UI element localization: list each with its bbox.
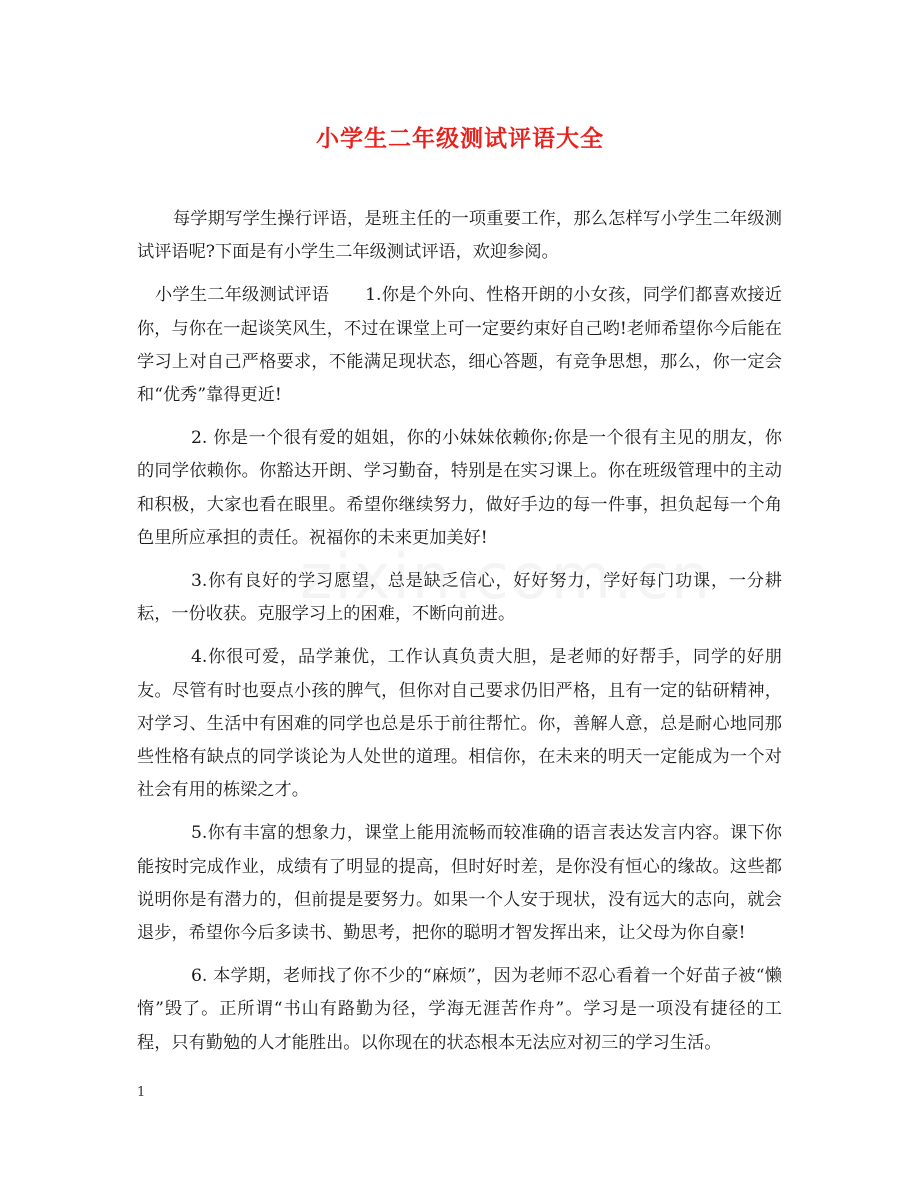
comment-item-5: 5.你有丰富的想象力，课堂上能用流畅而较准确的语言表达发言内容。课下你能按时完成作业，成绩有了明显的提高，但时好时差，是你没有恒心的缘故。这些都说明你是有潜力的，但前提是要努力。如果一个人安于现状，没有远大的志向，就会退步，希望你今后多读书、勤思考，把你的聪明才智发挥出来，让父母为你自豪!: [137, 823, 782, 944]
document-title: 小学生二年级测试评语大全: [316, 125, 604, 152]
section-heading: 小学生二年级测试评语: [155, 285, 330, 306]
comment-item-3: 3.你有良好的学习愿望，总是缺乏信心，好好努力，学好每门功课，一分耕耘，一份收获。克服学习上的困难，不断向前进。: [137, 571, 782, 625]
comment-item-4: 4.你很可爱，品学兼优，工作认真负责大胆，是老师的好帮手，同学的好朋友。尽管有时也耍点小孩的脾气，但你对自己要求仍旧严格，且有一定的钻研精神，对学习、生活中有困难的同学也总是乐于前往帮忙。你，善解人意，总是耐心地同那些性格有缺点的同学谈论为人处世的道理。相信你，在未来的明天一定能成为一个对社会有用的栋梁之才。: [137, 647, 782, 801]
page-number: 1: [137, 1085, 146, 1100]
section-paragraph-1: [137, 279, 782, 412]
comment-item-1: 1.你是个外向、性格开朗的小女孩，同学们都喜欢接近你，与你在一起谈笑风生，不过在课堂上可一定要约束好自己哟!老师希望你今后能在学习上对自己严格要求，不能满足现状态，细心答题，有竞争思想，那么，你一定会和“优秀”靠得更近!: [137, 285, 782, 406]
comment-item-2: 2. 你是一个很有爱的姐姐，你的小妹妹依赖你;你是一个很有主见的朋友，你的同学依赖你。你豁达开朗、学习勤奋，特别是在实习课上。你在班级管理中的主动和积极，大家也看在眼里。希望你继续努力，做好手边的每一件事，担负起每一个角色里所应承担的责任。祝福你的未来更加美好!: [137, 428, 782, 548]
document-body: [137, 203, 782, 1070]
intro-paragraph: 每学期写学生操行评语，是班主任的一项重要工作，那么怎样写小学生二年级测试评语呢?下面是有小学生二年级测试评语，欢迎参阅。: [137, 209, 782, 263]
comment-item-6: 6. 本学期，老师找了你不少的“麻烦”，因为老师不忍心看着一个好苗子被“懒惰”毁了。正所谓“书山有路勤为径，学海无涯苦作舟”。学习是一项没有捷径的工程，只有勤勉的人才能胜出。以你现在的状态根本无法应对初三的学习生活。: [137, 966, 782, 1053]
